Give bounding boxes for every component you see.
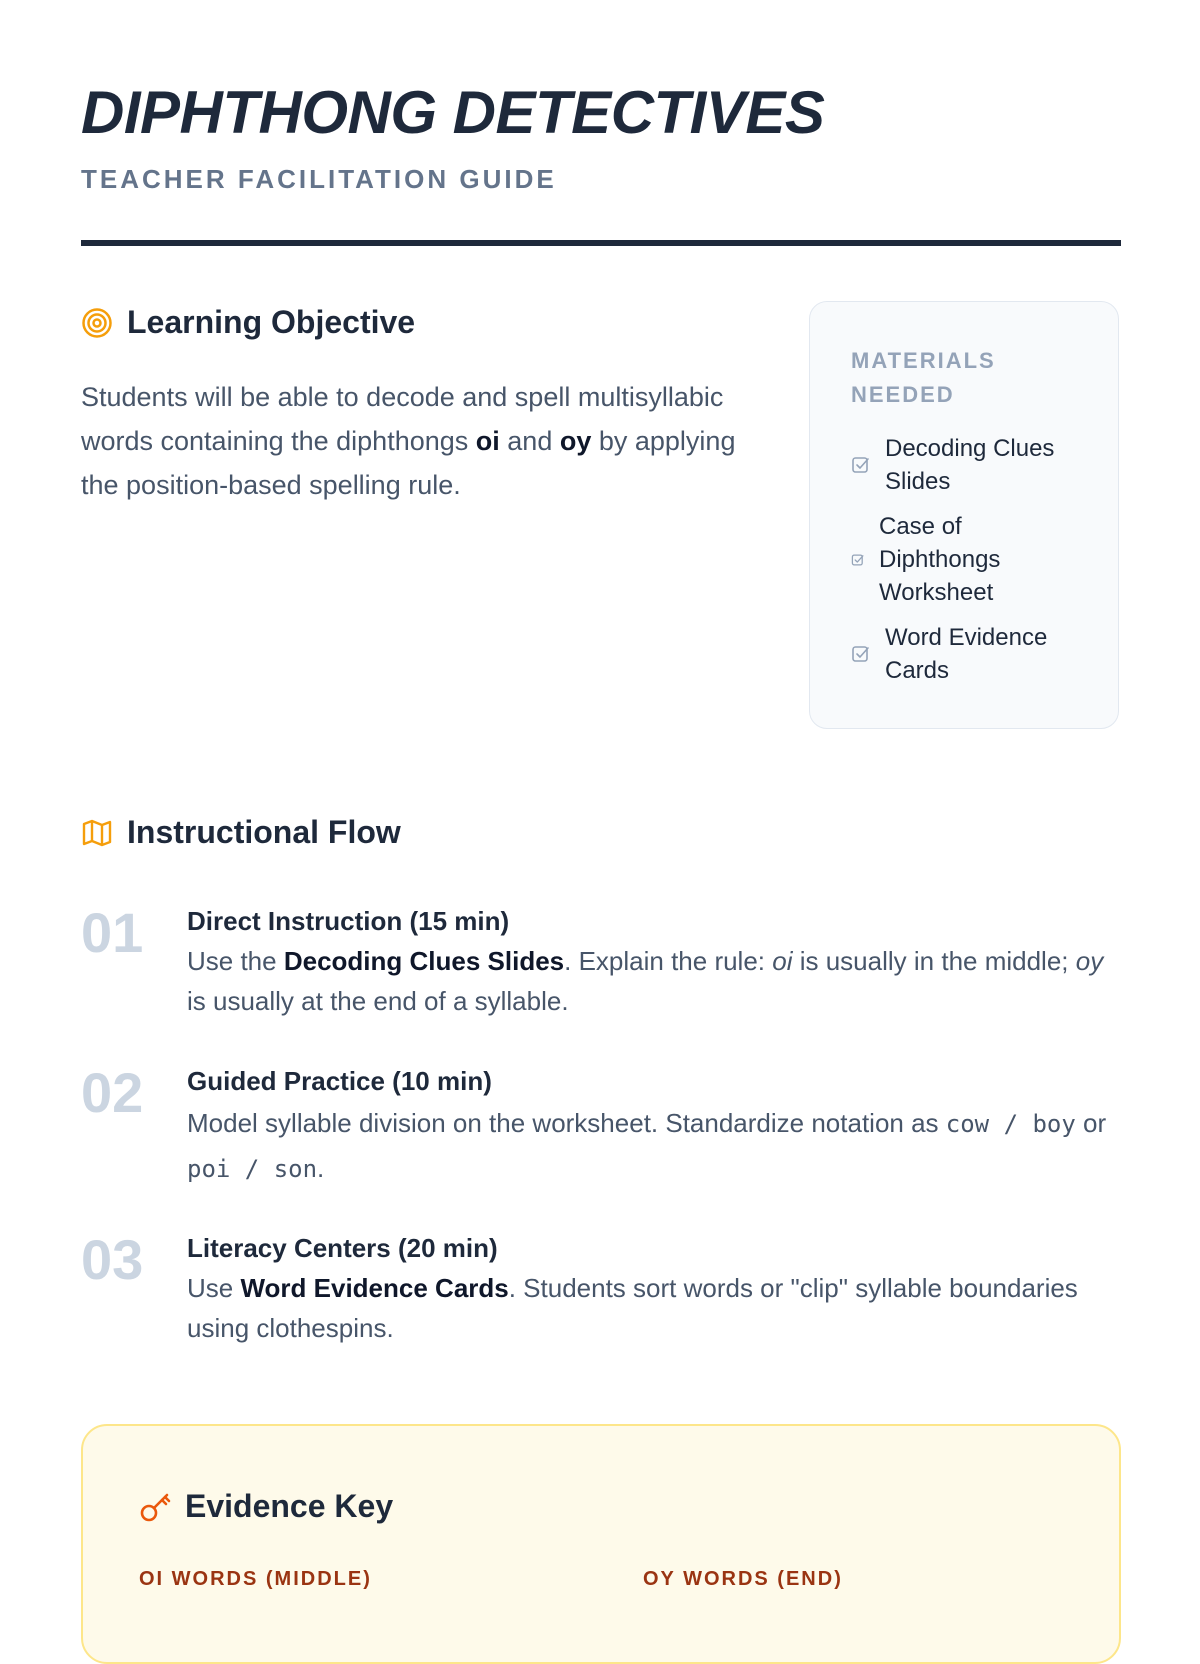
objective-text (81, 375, 761, 507)
step-title: Guided Practice (10 min) (187, 1066, 492, 1096)
step-description (187, 1268, 1107, 1348)
oy-words-column-label: OY WORDS (END) (643, 1568, 843, 1590)
step-text: Use the (187, 946, 284, 976)
step-text: . Students sort words or "clip" syllable boundaries using clothespins. (187, 1273, 1078, 1343)
objective-bold-oy: oy (559, 426, 592, 456)
objective-text-part: and (499, 426, 560, 456)
page-title: DIPHTHONG DETECTIVES (81, 79, 825, 146)
step-code: cow / boy (945, 1110, 1076, 1138)
map-icon (81, 817, 113, 849)
step-text: Model syllable division on the worksheet. Standardize notation as (187, 1108, 946, 1138)
evidence-heading (139, 1488, 393, 1525)
step-body (187, 1063, 1107, 1191)
step-text: Use (187, 1273, 241, 1303)
step-text: . Explain the rule: (564, 946, 773, 976)
checkbox-icon (851, 455, 871, 475)
step-text: is usually at the end of a syllable. (187, 986, 569, 1016)
checkbox-icon (851, 550, 865, 570)
checkbox-icon (851, 644, 871, 664)
material-label: Decoding Clues Slides (885, 435, 1055, 495)
step-code: poi / son (187, 1155, 318, 1183)
step-title: Direct Instruction (15 min) (187, 906, 510, 936)
step-body (187, 903, 1107, 1021)
materials-panel (809, 301, 1119, 729)
objective-bold-oi: oi (475, 426, 500, 456)
material-item (851, 432, 1078, 498)
step-bold: Word Evidence Cards (240, 1273, 509, 1303)
objective-text-part: Students will be able to decode and spell multisyllabic words containing the diphthongs (81, 382, 724, 456)
page-subtitle: TEACHER FACILITATION GUIDE (81, 164, 557, 194)
step-number: 02 (81, 1061, 144, 1124)
step-text: . (317, 1153, 325, 1183)
objective-text-part: by applying the position-based spelling rule. (81, 426, 736, 500)
material-label: Word Evidence Cards (885, 624, 1048, 684)
evidence-key-panel (81, 1424, 1121, 1664)
step-description (187, 941, 1107, 1021)
header-divider (81, 240, 1121, 246)
materials-title: MATERIALS NEEDED (851, 348, 996, 407)
step-number: 01 (81, 901, 144, 964)
step-body (187, 1230, 1107, 1348)
step-italic: oi (772, 946, 793, 976)
oi-words-column-label: OI WORDS (MIDDLE) (139, 1568, 372, 1590)
material-item (851, 621, 1078, 687)
target-icon (81, 307, 113, 339)
flow-heading (81, 814, 401, 851)
step-text: or (1075, 1108, 1107, 1138)
step-description (187, 1101, 1107, 1191)
material-item (851, 510, 1078, 609)
material-label: Case of Diphthongs Worksheet (879, 513, 1001, 606)
evidence-heading-label: Evidence Key (185, 1488, 394, 1524)
step-number: 03 (81, 1228, 144, 1291)
objective-heading (81, 304, 415, 341)
step-italic: oy (1075, 946, 1104, 976)
flow-heading-label: Instructional Flow (127, 814, 401, 850)
materials-list (851, 432, 1078, 687)
key-icon (139, 1490, 173, 1524)
step-bold: Decoding Clues Slides (283, 946, 565, 976)
objective-heading-label: Learning Objective (127, 304, 416, 340)
step-title: Literacy Centers (20 min) (187, 1233, 498, 1263)
step-text: is usually in the middle; (792, 946, 1076, 976)
